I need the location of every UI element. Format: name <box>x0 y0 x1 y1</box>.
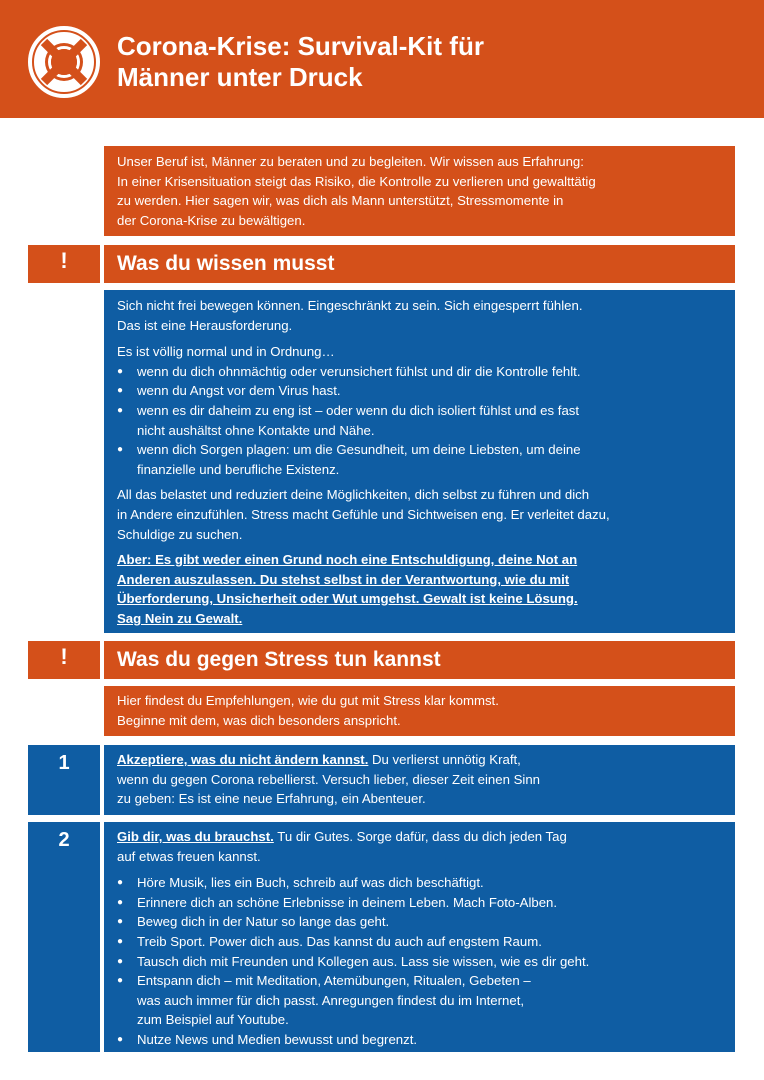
intro-line: In einer Krisensituation steigt das Risiko, die Kontrolle zu verlieren und gewalttätig <box>117 173 596 189</box>
bullet-list <box>117 873 722 1049</box>
paragraph: All das belastet und reduziert deine Möglichkeiten, dich selbst zu führen und dich in Andere einzufühlen. Stress macht Gefühle und Sichtweisen eng. Er verleitet dazu, Schuldige zu suchen. <box>117 487 610 542</box>
list-item: ● wenn es dir daheim zu eng ist – oder wenn du dich isoliert fühlst und es fast nicht aushältst ohne Kontakte und Nähe. <box>117 401 722 440</box>
list-item: ● Höre Musik, lies ein Buch, schreib auf was dich beschäftigt. <box>117 873 722 893</box>
list-item: ● Beweg dich in der Natur so lange das geht. <box>117 912 722 932</box>
tip2-number: 2 <box>28 822 100 1052</box>
intro-line: der Corona-Krise zu bewältigen. <box>117 212 306 228</box>
tip2-box: Gib dir, was du brauchst. Tu dir Gutes. Sorge dafür, dass du dich jeden Tag auf etwas freuen kannst. ● Höre Musik, lies ein Buch, schreib auf was dich beschäftigt. ● Erinnere dich an schöne Erlebnisse in deinem Leben. Mach Foto-Alben. ● Beweg dich in der Natur so lange das geht. ● Treib Sport. Power dich aus. Das kannst du auch auf engstem Raum. ● Tausch dich mit Freunden und Kollegen aus. Lass sie wissen, wie es dir geht. ● Entspann dich – mit Meditation, Atemübungen, Ritualen, Gebeten – was auch immer für dich passt. Anregungen findest du im Internet, zum Beispiel auf Youtube. ● Nutze News und Medien bewusst und begrenzt. <box>104 822 735 1052</box>
intro-line: zu werden. Hier sagen wir, was dich als Mann unterstützt, Stressmomente in <box>117 193 564 209</box>
list-item: ● Nutze News und Medien bewusst und begrenzt. <box>117 1030 722 1050</box>
emphasis-paragraph: Aber: Es gibt weder einen Grund noch eine Entschuldigung, deine Not an Anderen auszulassen. Du stehst selbst in der Verantwortung, wie du mit Überforderung, Unsicherheit oder Wut umgehst. Gewalt ist keine Lösung. Sag Nein zu Gewalt. <box>117 552 578 626</box>
list-item: ● wenn dich Sorgen plagen: um die Gesundheit, um deine Liebsten, um deine finanzielle und berufliche Existenz. <box>117 440 722 479</box>
intro-box <box>104 146 735 236</box>
section2-intro: Hier findest du Empfehlungen, wie du gut mit Stress klar kommst. Beginne mit dem, was dich besonders anspricht. <box>104 686 735 736</box>
list-item: ● Erinnere dich an schöne Erlebnisse in deinem Leben. Mach Foto-Alben. <box>117 893 722 913</box>
list-item: ● wenn du dich ohnmächtig oder verunsichert fühlst und dir die Kontrolle fehlt. <box>117 362 722 382</box>
page-title: Corona-Krise: Survival-Kit für Männer unter Druck <box>117 31 484 92</box>
list-item: ● Treib Sport. Power dich aus. Das kannst du auch auf engstem Raum. <box>117 932 722 952</box>
list-item: ● Tausch dich mit Freunden und Kollegen aus. Lass sie wissen, wie es dir geht. <box>117 952 722 972</box>
section1-heading: Was du wissen musst <box>104 245 735 283</box>
tip1-box: Akzeptiere, was du nicht ändern kannst. Du verlierst unnötig Kraft, wenn du gegen Corona rebellierst. Versuch lieber, dieser Zeit einen Sinn zu geben: Es ist eine neue Erfahrung, ein Abenteuer. <box>104 745 735 815</box>
header-banner <box>0 0 764 118</box>
section2-heading: Was du gegen Stress tun kannst <box>104 641 735 679</box>
paragraph: Sich nicht frei bewegen können. Eingeschränkt zu sein. Sich eingesperrt fühlen. Das ist eine Herausforderung. <box>117 298 583 333</box>
section1-marker: ! <box>28 245 100 283</box>
section1-body <box>104 290 735 633</box>
section2-marker: ! <box>28 641 100 679</box>
paragraph: Es ist völlig normal und in Ordnung… <box>117 344 335 360</box>
list-item: ● Entspann dich – mit Meditation, Atemübungen, Ritualen, Gebeten – was auch immer für dich passt. Anregungen findest du im Internet, zum Beispiel auf Youtube. <box>117 971 722 1030</box>
tip1-number: 1 <box>28 745 100 815</box>
bullet-list <box>117 362 722 480</box>
tip2-title: Gib dir, was du brauchst. <box>117 829 274 844</box>
tip1-title: Akzeptiere, was du nicht ändern kannst. <box>117 752 369 767</box>
intro-line: Unser Beruf ist, Männer zu beraten und zu begleiten. Wir wissen aus Erfahrung: <box>117 154 584 169</box>
list-item: ● wenn du Angst vor dem Virus hast. <box>117 381 722 401</box>
lifebuoy-icon <box>26 24 102 100</box>
